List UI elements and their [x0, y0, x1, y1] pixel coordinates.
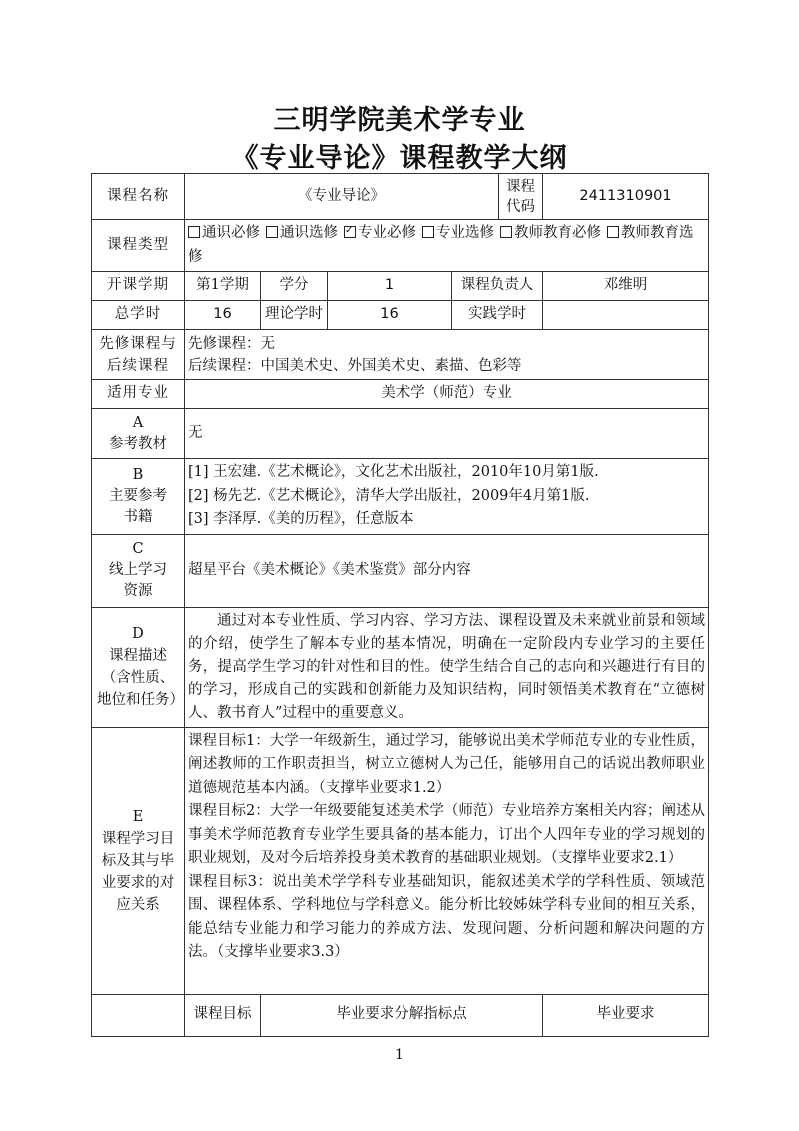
course-type-option-label: 专业选修	[436, 225, 494, 241]
course-type-label: 课程类型	[92, 220, 185, 272]
major-value: 美术学（师范）专业	[185, 380, 709, 409]
theory-hours-value: 16	[328, 301, 452, 330]
total-hours-value: 16	[185, 301, 261, 330]
page-number: 1	[395, 1047, 404, 1063]
reference-book-item: [1] 王宏建.《艺术概论》，文化艺术出版社，2010年10月第1版.	[188, 464, 599, 480]
section-b-letter: B	[132, 466, 144, 483]
major-label: 适用专业	[92, 380, 185, 409]
checkbox-icon	[500, 226, 512, 238]
prereq-label: 先修课程与后续课程	[92, 330, 185, 380]
reference-textbook-value: 无	[185, 409, 709, 459]
prereq-value	[185, 330, 709, 380]
prereq-after: 后续课程：中国美术史、外国美术史、素描、色彩等	[188, 357, 522, 374]
course-type-option	[422, 225, 494, 241]
goals-table-header-indicators: 毕业要求分解指标点	[261, 994, 543, 1036]
course-code-value: 2411310901	[543, 174, 709, 220]
course-description: 通过对本专业性质、学习内容、学习方法、课程设置及未来就业前景和领域的介绍，使学生了解本专业的基本情况，明确在一定阶段内专业学习的主要任务，提高学生学习的针对性和目的性。使学生结合自己的志向和兴趣进行有目的的学习，形成自己的实践和创新能力及知识结构，同时领悟美术教育在“立德树人、教书育人”过程中的重要意义。	[185, 607, 709, 727]
course-type-option	[500, 225, 601, 241]
section-d-title: 课程描述（含性质、地位和任务）	[97, 648, 184, 708]
goals-table-header-goal: 课程目标	[185, 994, 261, 1036]
course-goal-item: 课程目标3：说出美术学学科专业基础知识，能叙述美术学的学科性质、领域范围、课程体系、学科地位与学科意义。能分析比较姊妹学科专业间的相互关系，能总结专业能力和学习能力的养成方法、发现问题、分析问题和解决问题的方法。（支撑毕业要求3.3）	[188, 873, 706, 960]
checked-box-icon	[344, 226, 356, 238]
course-type-option-label: 通识必修	[202, 225, 260, 241]
course-goals	[185, 727, 709, 994]
course-name-label: 课程名称	[92, 174, 185, 220]
section-c-label	[92, 534, 185, 607]
section-e-label	[92, 727, 185, 994]
prereq-before: 先修课程：无	[188, 335, 275, 352]
section-a-letter: A	[132, 414, 144, 431]
course-type-option	[266, 225, 338, 241]
reference-book-item: [3] 李泽厚.《美的历程》，任意版本	[188, 511, 414, 527]
checkbox-icon	[607, 226, 619, 238]
course-code-label: 课程代码	[499, 174, 543, 220]
course-type-option-label: 教师教育选修	[188, 225, 694, 265]
course-leader-value: 邓维明	[543, 272, 709, 301]
section-e-letter: E	[132, 808, 144, 825]
course-type-option-label: 通识选修	[280, 225, 338, 241]
course-goal-item: 课程目标2：大学一年级要能复述美术学（师范）专业培养方案相关内容；阐述从事美术学师范教育专业学生要具备的基本能力，订出个人四年专业的学习规划的职业规划，及对今后培养投身美术教育的基础职业规划。（支撑毕业要求2.1）	[188, 803, 706, 866]
reference-book-item: [2] 杨先艺.《艺术概论》，清华大学出版社，2009年4月第1版.	[188, 487, 590, 504]
syllabus-table	[91, 173, 709, 1037]
section-c-title: 线上学习资源	[109, 562, 167, 599]
course-leader-label: 课程负责人	[452, 272, 543, 301]
credit-value: 1	[328, 272, 452, 301]
section-b-title: 主要参考书籍	[109, 487, 167, 525]
section-e-title: 课程学习目标及其与毕业要求的对应关系	[101, 830, 175, 913]
checkbox-icon	[266, 226, 278, 238]
course-type-option	[344, 225, 416, 241]
online-resources-value: 超星平台《美术概论》《美术鉴赏》部分内容	[185, 534, 709, 607]
goals-table-header-requirement: 毕业要求	[543, 994, 709, 1036]
section-b-label	[92, 459, 185, 535]
section-d-label	[92, 607, 185, 727]
document-title-line2: 《专业导论》课程教学大纲	[231, 143, 568, 174]
credit-label: 学分	[261, 272, 328, 301]
section-c-letter: C	[132, 541, 144, 557]
reference-books-list	[185, 459, 709, 535]
total-hours-label: 总学时	[92, 301, 185, 330]
course-type-option-label: 专业必修	[358, 225, 416, 241]
section-d-letter: D	[132, 626, 144, 642]
checkbox-icon	[188, 226, 200, 238]
practice-hours-value	[543, 301, 709, 330]
course-type-options	[185, 220, 709, 272]
term-value: 第1学期	[185, 272, 261, 301]
section-a-label	[92, 409, 185, 459]
course-type-option	[188, 225, 260, 241]
course-type-option-label: 教师教育必修	[514, 225, 601, 241]
term-label: 开课学期	[92, 272, 185, 301]
theory-hours-label: 理论学时	[261, 301, 328, 330]
course-name-value: 《专业导论》	[185, 174, 499, 220]
course-goal-item: 课程目标1：大学一年级新生，通过学习，能够说出美术学师范专业的专业性质，阐述教师的工作职责担当，树立立德树人为己任，能够用自己的话说出教师职业道德规范基本内涵。（支撑毕业要求1.2）	[188, 732, 706, 796]
checkbox-icon	[422, 226, 434, 238]
section-a-title: 参考教材	[109, 435, 167, 452]
document-title-line1: 三明学院美术学专业	[273, 105, 526, 136]
practice-hours-label: 实践学时	[452, 301, 543, 330]
